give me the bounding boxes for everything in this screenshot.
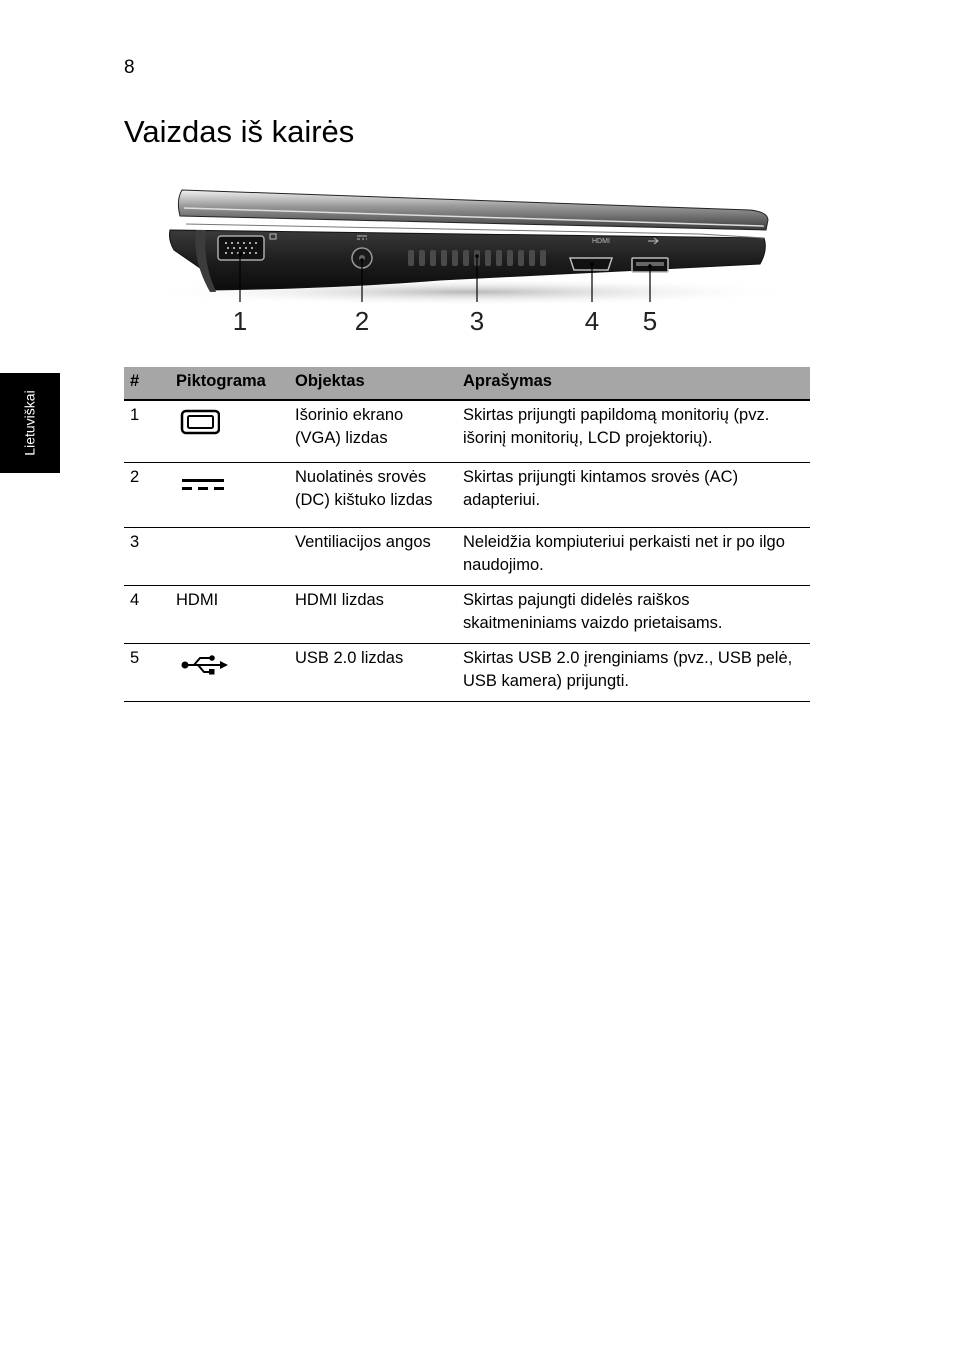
row-description: Neleidžia kompiuteriui perkaisti net ir po ilgo naudojimo. (457, 528, 810, 586)
table-row (124, 644, 810, 702)
vga-monitor-icon (176, 406, 220, 436)
row-number: 1 (124, 400, 170, 463)
row-number: 2 (124, 463, 170, 528)
callout-5: 5 (642, 306, 658, 336)
language-side-tab (0, 373, 60, 473)
table-row (124, 528, 810, 586)
callout-1: 1 (232, 306, 248, 336)
laptop-left-side-figure (140, 180, 800, 350)
header-number: # (124, 367, 170, 400)
row-description: Skirtas pajungti didelės raiškos skaitmeniniams vaizdo prietaisams. (457, 586, 810, 644)
callout-3: 3 (469, 306, 485, 336)
hdmi-port-label: HDMI (592, 238, 610, 245)
row-number: 3 (124, 528, 170, 586)
page-number: 8 (124, 57, 135, 78)
table-header-row (124, 367, 810, 400)
callout-2: 2 (354, 306, 370, 336)
language-side-tab-label: Lietuviškai (22, 390, 38, 456)
row-description: Skirtas prijungti kintamos srovės (AC) adapteriui. (457, 463, 810, 528)
header-icon: Piktograma (170, 367, 289, 400)
header-description: Aprašymas (457, 367, 810, 400)
row-object: Nuolatinės srovės (DC) kištuko lizdas (289, 463, 457, 528)
row-icon-text: HDMI (170, 586, 289, 644)
row-object: Išorinio ekrano (VGA) lizdas (289, 400, 457, 463)
page-title: Vaizdas iš kairės (124, 114, 355, 149)
callout-4: 4 (584, 306, 600, 336)
row-description: Skirtas prijungti papildomą monitorių (pvz. išorinį monitorių, LCD projektorių). (457, 400, 810, 463)
table-row (124, 586, 810, 644)
row-description: Skirtas USB 2.0 įrenginiams (pvz., USB pelė, USB kamera) prijungti. (457, 644, 810, 702)
ports-table (124, 367, 810, 702)
table-row (124, 463, 810, 528)
dc-power-icon (176, 468, 224, 498)
row-object: USB 2.0 lizdas (289, 644, 457, 702)
row-object: HDMI lizdas (289, 586, 457, 644)
row-object: Ventiliacijos angos (289, 528, 457, 586)
table-row (124, 400, 810, 463)
header-object: Objektas (289, 367, 457, 400)
usb-icon (176, 649, 228, 679)
row-number: 5 (124, 644, 170, 702)
row-number: 4 (124, 586, 170, 644)
row-icon (170, 528, 289, 586)
